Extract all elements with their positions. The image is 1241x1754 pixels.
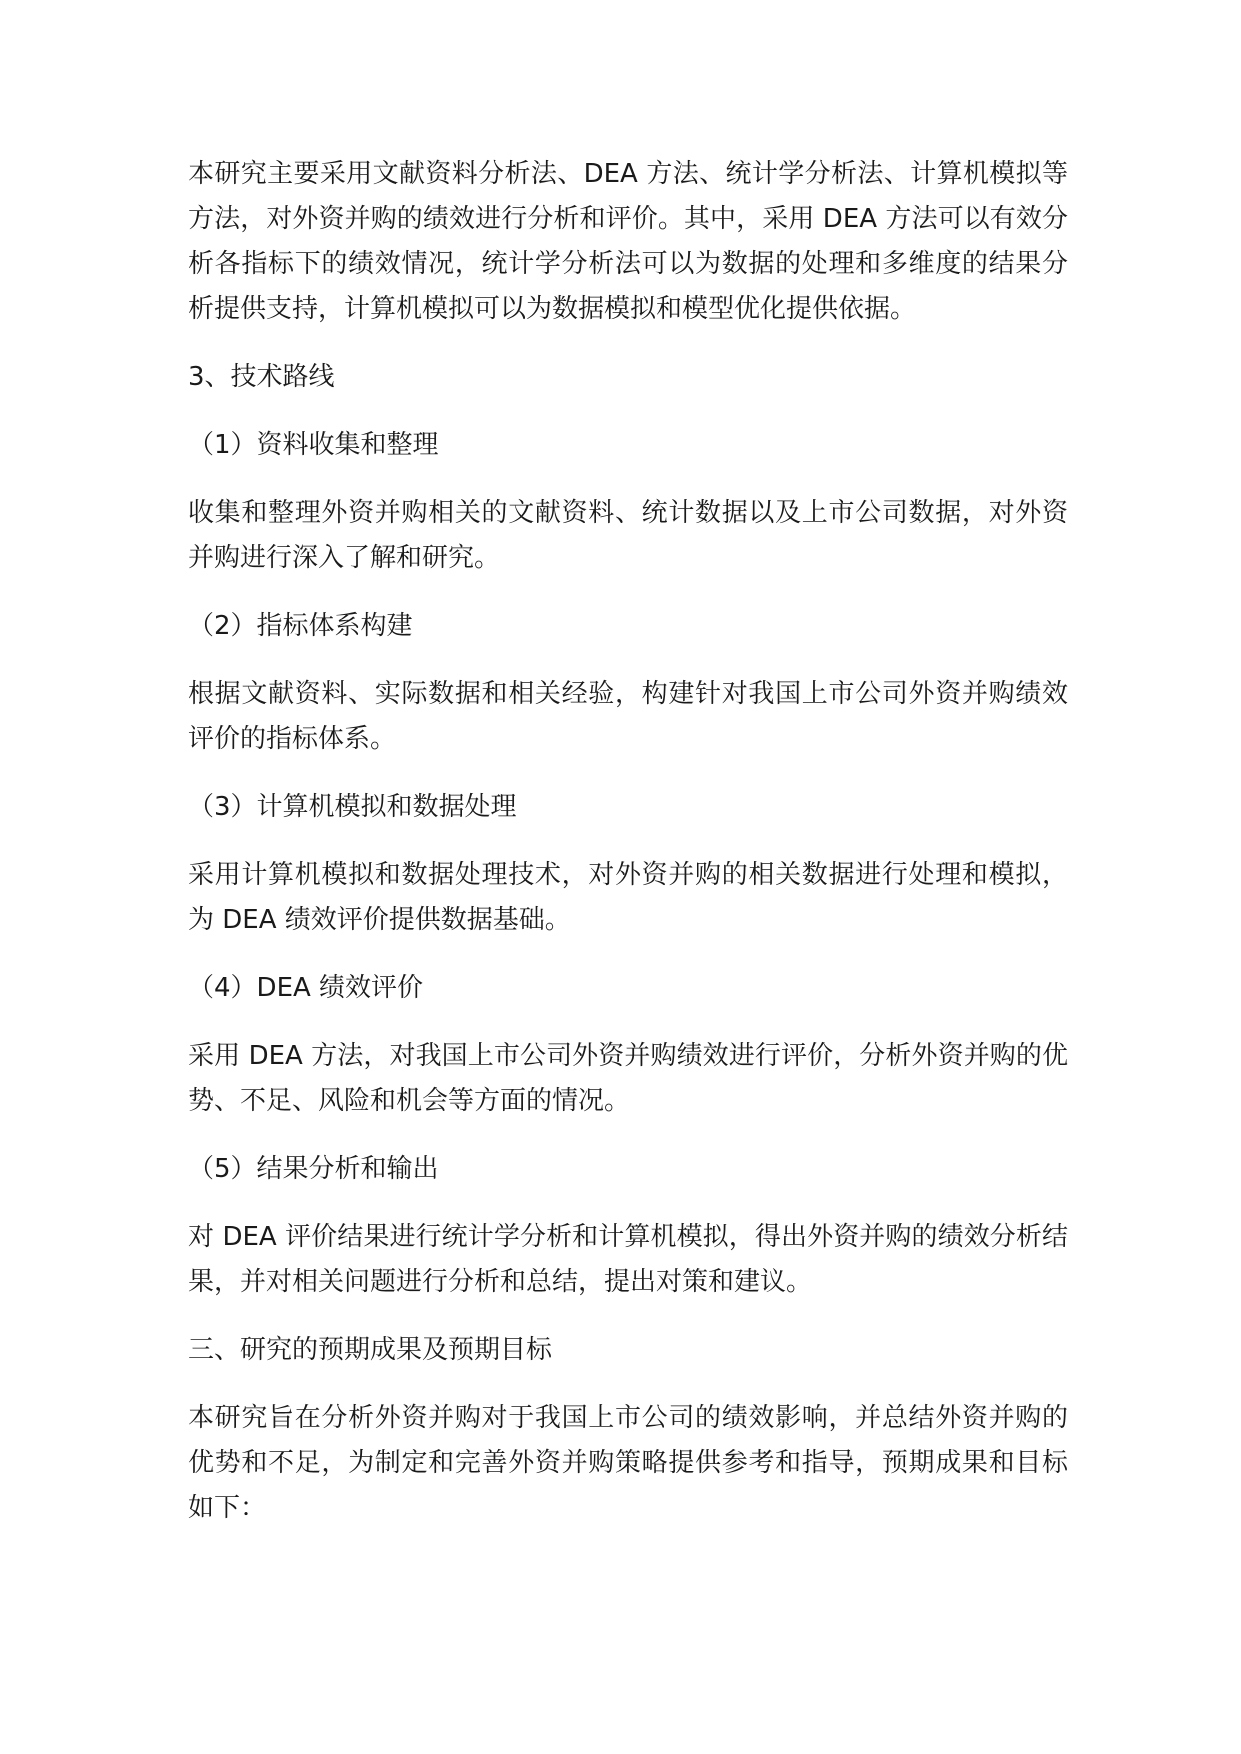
- section-heading-technical-route: 3、技术路线: [188, 362, 335, 392]
- step-heading-2: （2）指标体系构建: [188, 611, 413, 641]
- paragraph-methods: 本研究主要采用文献资料分析法、DEA 方法、统计学分析法、计算机模拟等方法，对外资并购的绩效进行分析和评价。其中，采用 DEA 方法可以有效分析各指标下的绩效情况，统计学分析法可以为数据的处理和多维度的结果分析提供支持，计算机模拟可以为数据模拟和模型优化提供依据。: [188, 159, 1068, 324]
- step-heading-3: （3）计算机模拟和数据处理: [188, 792, 517, 822]
- paragraph-step-5: 对 DEA 评价结果进行统计学分析和计算机模拟，得出外资并购的绩效分析结果，并对相关问题进行分析和总结，提出对策和建议。: [188, 1222, 1068, 1297]
- paragraph-step-2: 根据文献资料、实际数据和相关经验，构建针对我国上市公司外资并购绩效评价的指标体系。: [188, 679, 1068, 754]
- paragraph-step-4: 采用 DEA 方法，对我国上市公司外资并购绩效进行评价，分析外资并购的优势、不足、风险和机会等方面的情况。: [188, 1041, 1068, 1116]
- step-heading-4: （4）DEA 绩效评价: [188, 973, 424, 1003]
- paragraph-step-3: 采用计算机模拟和数据处理技术，对外资并购的相关数据进行处理和模拟，为 DEA 绩效评价提供数据基础。: [188, 860, 1068, 935]
- document-body: [188, 152, 1068, 1554]
- paragraph-step-1: 收集和整理外资并购相关的文献资料、统计数据以及上市公司数据，对外资并购进行深入了解和研究。: [188, 498, 1068, 573]
- step-heading-5: （5）结果分析和输出: [188, 1154, 439, 1184]
- paragraph-expected-results: 本研究旨在分析外资并购对于我国上市公司的绩效影响，并总结外资并购的优势和不足，为制定和完善外资并购策略提供参考和指导，预期成果和目标如下：: [188, 1403, 1068, 1523]
- section-heading-expected-results: 三、研究的预期成果及预期目标: [188, 1335, 553, 1365]
- step-heading-1: （1）资料收集和整理: [188, 430, 439, 460]
